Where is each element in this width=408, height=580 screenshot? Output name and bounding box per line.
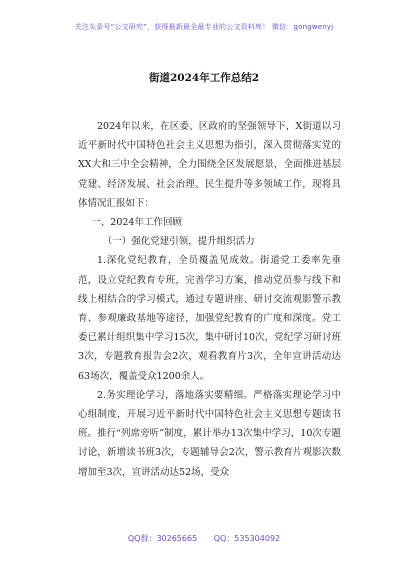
qq-contact-label: QQ：535304092 bbox=[213, 534, 281, 543]
body-paragraph: 2.务实理论学习，落地落实要精细。严格落实理论学习中心组制度，开展习近平新时代中国特色社会主义思想专题读书班。推行“列席旁听”制度，累计举办13次集中学习，10次专题讨论，新增读书班3次，专题辅导会2次，警示教育片观影次数增加至3次，宣讲活动达52场，受众 bbox=[78, 389, 341, 478]
footer-contacts bbox=[0, 533, 408, 544]
header-banner: 关注头条号“公文研究”，获得最新最全最专业的公文资料库！ 微信：gongwenyj bbox=[74, 23, 334, 31]
intro-paragraph: 2024年以来，在区委、区政府的坚强领导下，X街道以习近平新时代中国特色社会主义思想为指引，深入贯彻落实党的XX大和三中全会精神，全力围绕全区发展愿景，全面推进基层党建、经济发展、社会治理、民生提升等多领域工作，现将具体情况汇报如下： bbox=[78, 121, 341, 209]
subsection-heading: （一）强化党建引领，提升组织活力 bbox=[102, 236, 255, 248]
qq-group-label: QQ群：30265665 bbox=[127, 534, 198, 543]
section-heading: 一、2024年工作回顾 bbox=[91, 217, 182, 229]
document-title: 街道2024年工作总结2 bbox=[148, 72, 260, 84]
document-body bbox=[78, 117, 341, 482]
body-paragraph: 1.深化党纪教育，全员覆盖见成效。街道党工委率先垂范，设立党纪教育专班，完善学习方案，推动党员参与线下和线上相结合的学习模式，通过专题讲座、研讨交流观影警示教育、参观廉政基地等途径，加强党纪教育的广度和深度。党工委已累计组织集中学习15次，集中研讨10次，党纪学习研讨班3次，专题教育报告会2次，观看教育片3次，全年宣讲活动达63场次，覆盖受众1200余人。 bbox=[78, 255, 341, 382]
